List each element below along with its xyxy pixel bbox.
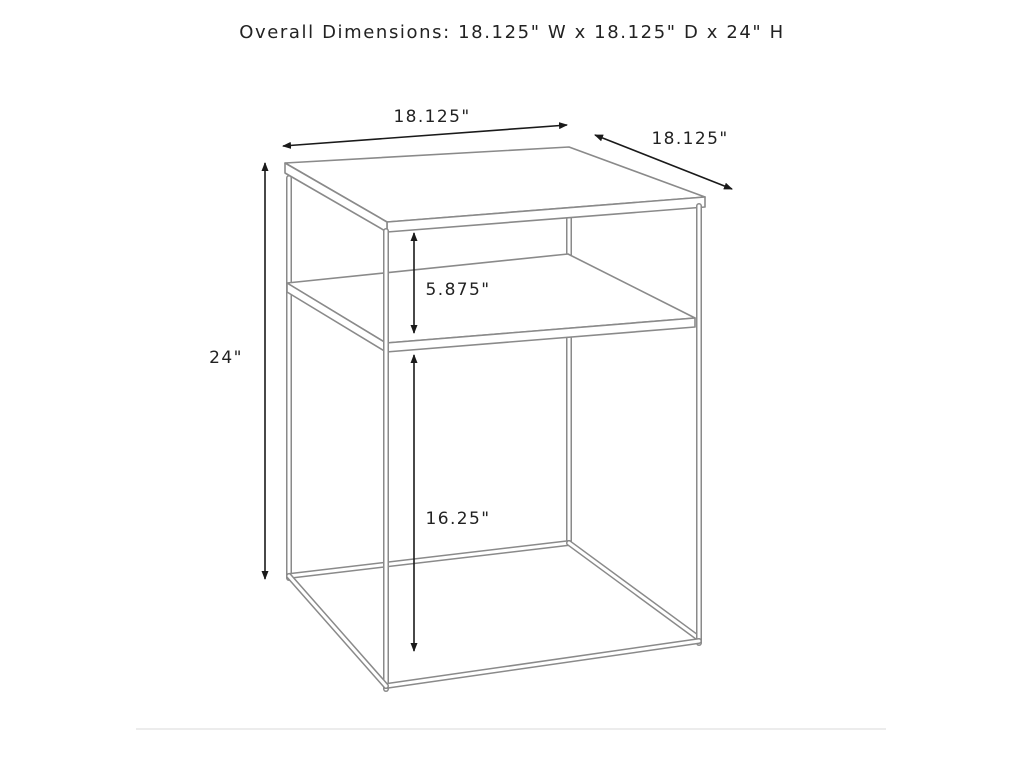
floor-clearance-label: 16.25": [425, 509, 491, 529]
depth-label: 18.125": [651, 129, 729, 149]
side-table-drawing: [285, 147, 705, 689]
height-label: 24": [209, 348, 243, 368]
shelf-gap-label: 5.875": [425, 280, 491, 300]
height-dimension: [209, 163, 265, 579]
table-shelf: [287, 254, 695, 352]
width-dimension: [283, 107, 567, 146]
width-arrow: [283, 125, 567, 146]
overall-dimensions-title: Overall Dimensions: 18.125" W x 18.125" D x 24" H: [239, 22, 785, 43]
table-back-frame: [289, 178, 697, 637]
width-label: 18.125": [393, 107, 471, 127]
floor-clearance-dimension: [414, 355, 490, 651]
table-top: [285, 147, 705, 232]
